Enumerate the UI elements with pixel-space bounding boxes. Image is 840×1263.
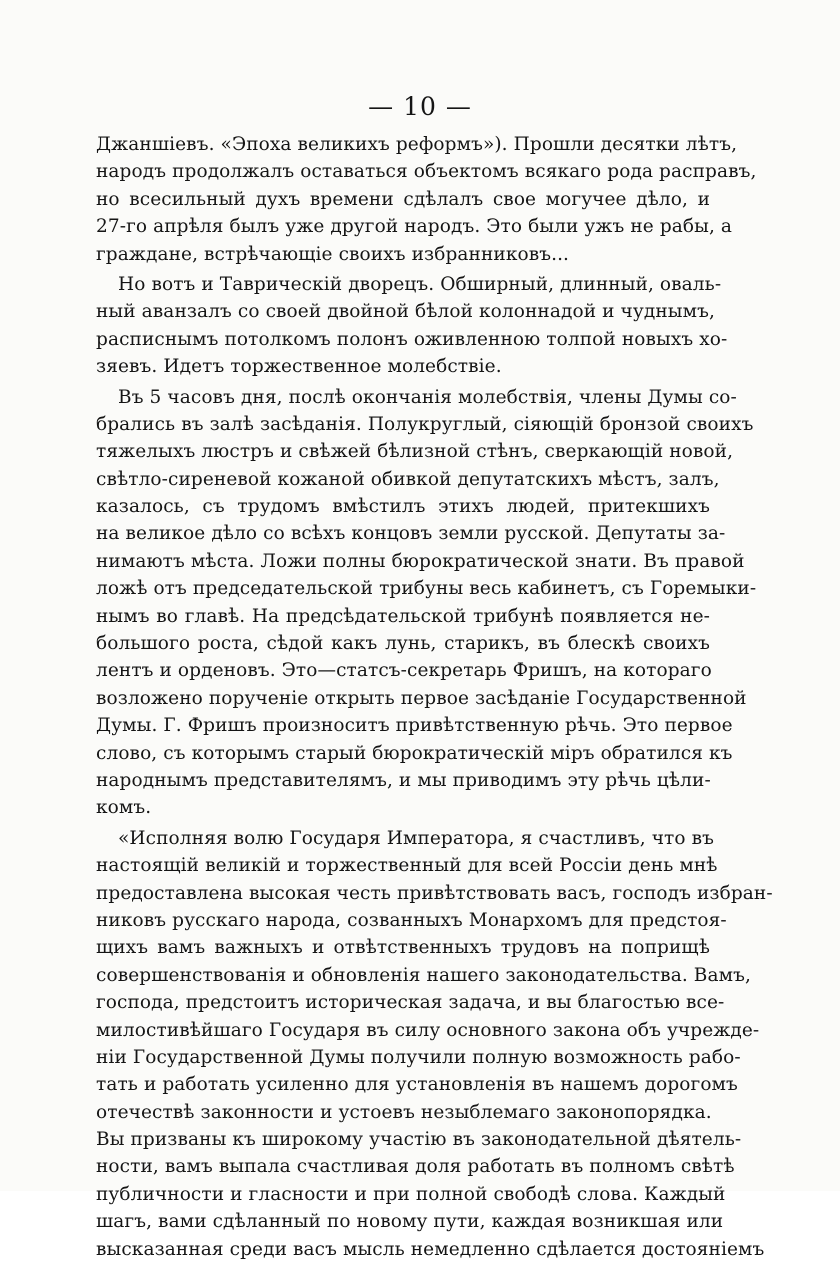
paragraph-3 <box>96 384 757 822</box>
text-line: Въ 5 часовъ дня, послѣ окончанія молебствія, члены Думы со- <box>118 386 737 408</box>
text-line: ности, вамъ выпала счастливая доля работать въ полномъ свѣтѣ <box>96 1156 735 1178</box>
text-line: лентъ и орденовъ. Это—статсъ-секретарь Фришъ, на котораго <box>96 660 712 682</box>
text-line: высказанная среди васъ мысль немедленно сдѣлается достояніемъ <box>96 1238 765 1260</box>
body-text <box>96 131 773 1263</box>
text-line: предоставлена высокая честь привѣтствовать васъ, господъ избран- <box>96 882 773 904</box>
text-line: настоящій великій и торжественный для всей Россіи день мнѣ <box>96 855 718 877</box>
text-line: щихъ вамъ важныхъ и отвѣтственныхъ трудовъ на поприщѣ <box>96 937 710 959</box>
text-line: граждане, встрѣчающіе своихъ избранниковъ... <box>96 243 570 265</box>
text-line: Джаншіевъ. «Эпоха великихъ реформъ»). Прошли десятки лѣтъ, <box>96 134 738 155</box>
text-line: отечествѣ законности и устоевъ незыблемаго законопорядка. <box>96 1101 712 1123</box>
text-line: но всесильный духъ времени сдѣлалъ свое могучее дѣло, и <box>96 188 710 210</box>
text-line: публичности и гласности и при полной свободѣ слова. Каждый <box>96 1183 726 1205</box>
text-line: Но вотъ и Таврическій дворецъ. Обширный, длинный, оваль- <box>118 273 722 295</box>
text-line: Вы призваны къ широкому участію въ законодательной дѣятель- <box>96 1129 742 1151</box>
text-line: народнымъ представителямъ, и мы приводимъ эту рѣчь цѣли- <box>96 769 711 791</box>
paragraph-2 <box>96 271 728 381</box>
text-line: совершенствованія и обновленія нашего законодательства. Вамъ, <box>96 964 751 986</box>
text-line: большого роста, сѣдой какъ лунь, старикъ, въ блескѣ своихъ <box>96 633 710 655</box>
text-line: брались въ залѣ засѣданія. Полукруглый, сіяющій бронзой своихъ <box>96 413 754 435</box>
text-line: ный аванзалъ со своей двойной бѣлой колоннадой и чуднымъ, <box>96 301 715 323</box>
text-line: расписнымъ потолкомъ полонъ оживленною толпой новыхъ хо- <box>96 328 728 350</box>
text-line: нымъ во главѣ. На предсѣдательской трибунѣ появляется не- <box>96 605 710 627</box>
page-number: — 10 — <box>368 92 472 121</box>
text-line: тать и работать усиленно для установленія въ нашемъ дорогомъ <box>96 1074 738 1096</box>
text-line: свѣтло-сиреневой кожаной обивкой депутатскихъ мѣстъ, залъ, <box>96 468 720 490</box>
paragraph-1 <box>96 131 757 268</box>
text-line: ніи Государственной Думы получили полную возможность рабо- <box>96 1046 741 1068</box>
text-line: казалось, съ трудомъ вмѣстилъ этихъ людей, притекшихъ <box>96 496 710 518</box>
text-line: господа, предстоитъ историческая задача, и вы благостью все- <box>96 992 725 1014</box>
text-line: народъ продолжалъ оставаться объектомъ всякаго рода расправъ, <box>96 161 757 183</box>
text-line: слово, съ которымъ старый бюрократическій міръ обратился къ <box>96 742 733 764</box>
text-line: милостивѣйшаго Государя въ силу основного закона объ учрежде- <box>96 1019 760 1041</box>
text-line: 27-го апрѣля былъ уже другой народъ. Это были ужъ не рабы, а <box>96 216 733 238</box>
text-line: нимаютъ мѣста. Ложи полны бюрократической знати. Въ правой <box>96 550 745 572</box>
paragraph-4 <box>96 825 773 1263</box>
text-line: на великое дѣло со всѣхъ концовъ земли русской. Депутаты за- <box>96 523 726 545</box>
text-line: тяжелыхъ люстръ и свѣжей бѣлизной стѣнъ, сверкающій новой, <box>96 441 734 463</box>
text-line: комъ. <box>96 797 152 819</box>
text-line: никовъ русскаго народа, созванныхъ Монархомъ для предстоя- <box>96 909 727 931</box>
text-line: возложено порученіе открыть первое засѣданіе Государственной <box>96 687 747 709</box>
text-line: ложѣ отъ председательской трибуны весь кабинетъ, съ Горемыки- <box>96 578 757 600</box>
text-line: Думы. Г. Фришъ произноситъ привѣтственную рѣчь. Это первое <box>96 715 733 737</box>
text-line: зяевъ. Идетъ торжественное молебствіе. <box>96 356 502 378</box>
text-line: шагъ, вами сдѣланный по новому пути, каждая возникшая или <box>96 1211 724 1233</box>
text-line: «Исполняя волю Государя Императора, я счастливъ, что въ <box>118 827 714 849</box>
